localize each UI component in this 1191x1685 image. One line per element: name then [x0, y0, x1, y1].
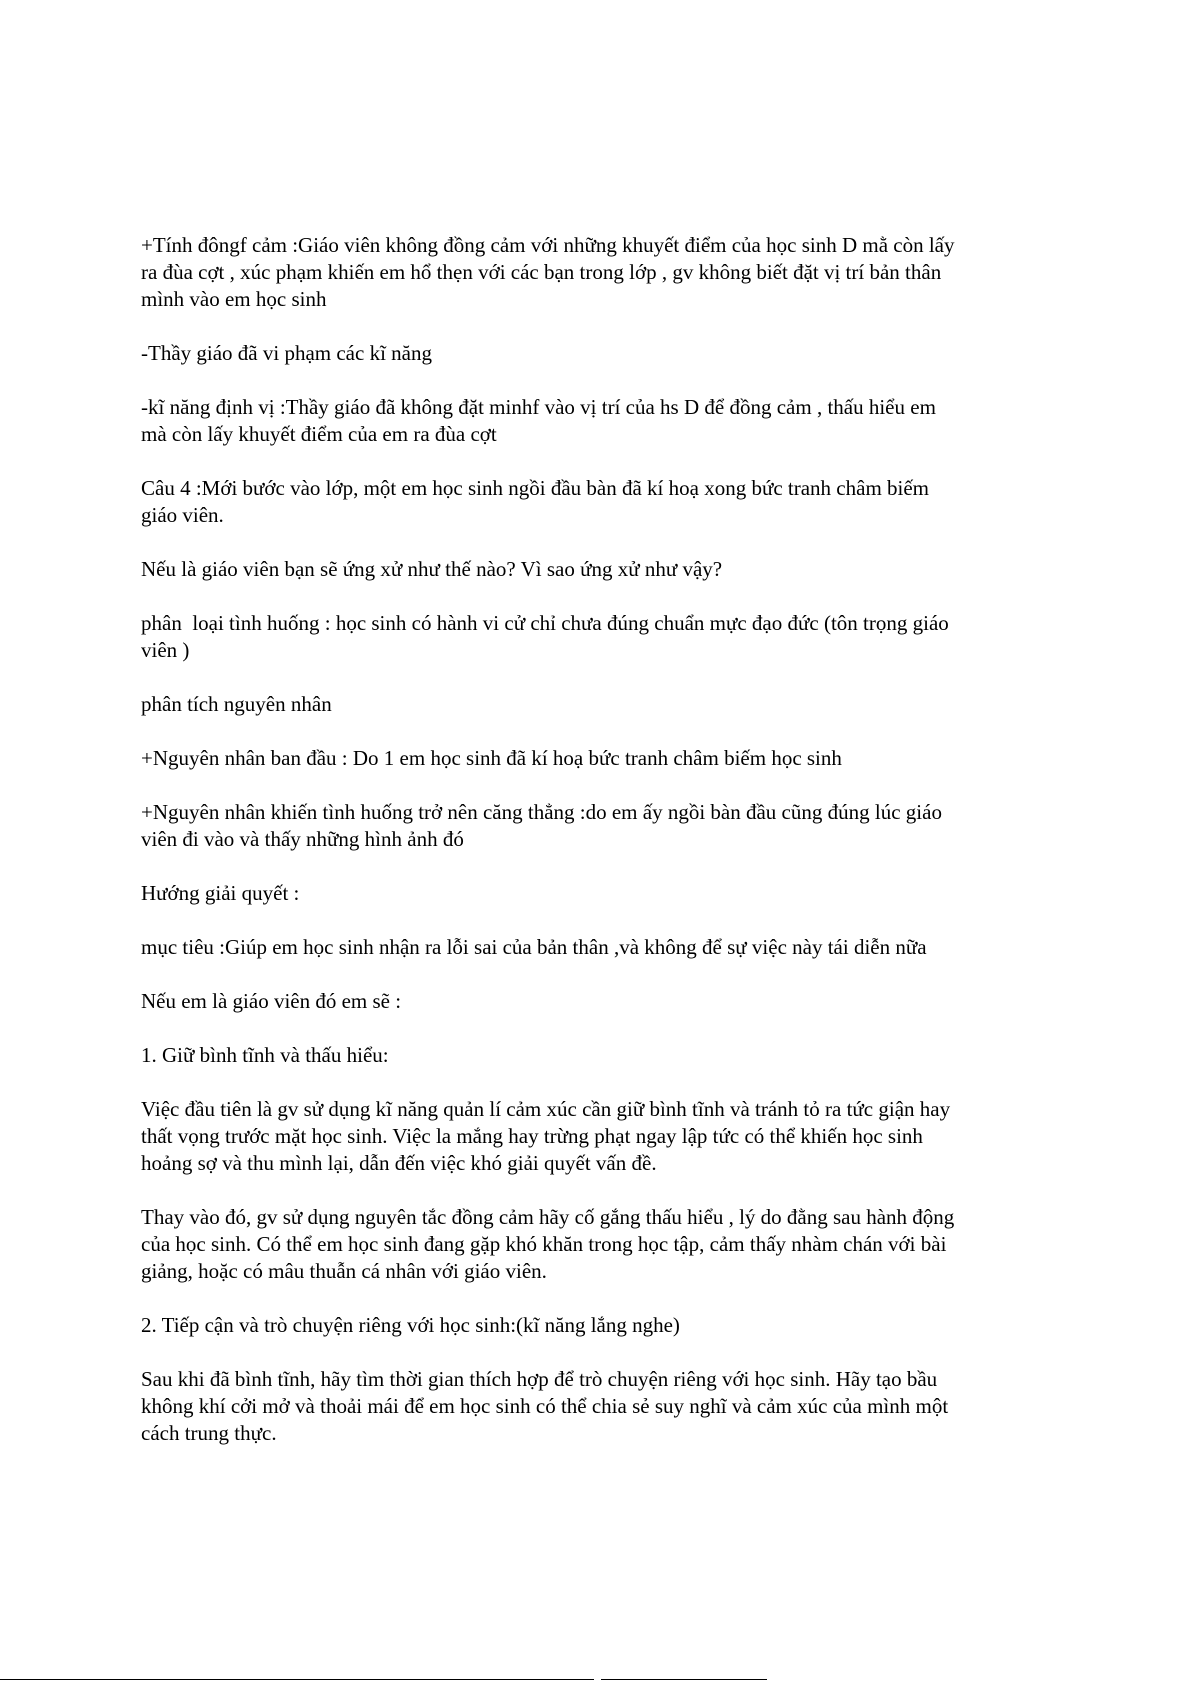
- paragraph-goal: mục tiêu :Giúp em học sinh nhận ra lỗi sai của bản thân ,và không để sự việc này tái diễn nữa: [141, 935, 927, 959]
- paragraph-situation-classification: phân loại tình huống : học sinh có hành vi cử chỉ chưa đúng chuẩn mực đạo đức (tôn trọng giáo viên ): [141, 611, 949, 662]
- footer-rule-segment: [601, 1679, 767, 1680]
- paragraph-step-2-body: Sau khi đã bình tĩnh, hãy tìm thời gian thích hợp để trò chuyện riêng với học sinh. Hãy tạo bầu không khí cởi mở và thoải mái để em học sinh có thể chia sẻ suy nghĩ và cảm xúc của mình một cách trung thực.: [141, 1367, 949, 1445]
- paragraph-step-1-body: Việc đầu tiên là gv sử dụng kĩ năng quản lí cảm xúc cần giữ bình tĩnh và tránh tỏ ra tức giận hay thất vọng trước mặt học sinh. Việc la mắng hay trừng phạt ngay lập tức có thể khiến học sinh hoảng sợ và thu mình lại, dẫn đến việc khó giải quyết vấn đề.: [141, 1097, 951, 1175]
- paragraph-step-1-alternative: Thay vào đó, gv sử dụng nguyên tắc đồng cảm hãy cố gắng thấu hiểu , lý do đằng sau hành động của học sinh. Có thể em học sinh đang gặp khó khăn trong học tập, cảm thấy nhàm chán với bài giảng, hoặc có mâu thuẫn cá nhân với giáo viên.: [141, 1205, 955, 1283]
- paragraph-positioning-skill: -kĩ năng định vị :Thầy giáo đã không đặt minhf vào vị trí của hs D để đồng cảm , thấu hiểu em mà còn lấy khuyết điểm của em ra đùa cợt: [141, 395, 936, 446]
- paragraph-escalating-cause: +Nguyên nhân khiến tình huống trở nên căng thẳng :do em ấy ngồi bàn đầu cũng đúng lúc giáo viên đi vào và thấy những hình ảnh đó: [141, 800, 942, 851]
- paragraph-cause-analysis-heading: phân tích nguyên nhân: [141, 692, 332, 716]
- footer-rule: [0, 1679, 594, 1680]
- paragraph-resolution-heading: Hướng giải quyết :: [141, 881, 300, 905]
- paragraph-empathy-principle: +Tính đôngf cảm :Giáo viên không đồng cảm với những khuyết điểm của học sinh D mằ còn lấy ra đùa cợt , xúc phạm khiến em hổ thẹn với các bạn trong lớp , gv không biết đặt vị trí bản thân mình vào em học sinh: [141, 233, 955, 311]
- document-body: [141, 232, 1053, 1474]
- paragraph-skills-violated: -Thầy giáo đã vi phạm các kĩ năng: [141, 341, 432, 365]
- paragraph-question-prompt: Nếu là giáo viên bạn sẽ ứng xử như thế nào? Vì sao ứng xử như vậy?: [141, 557, 723, 581]
- paragraph-if-teacher: Nếu em là giáo viên đó em sẽ :: [141, 989, 402, 1013]
- paragraph-initial-cause: +Nguyên nhân ban đầu : Do 1 em học sinh đã kí hoạ bức tranh châm biếm học sinh: [141, 746, 842, 770]
- paragraph-step-1-heading: 1. Giữ bình tĩnh và thấu hiểu:: [141, 1043, 389, 1067]
- paragraph-question-4: Câu 4 :Mới bước vào lớp, một em học sinh ngồi đầu bàn đã kí hoạ xong bức tranh châm biếm giáo viên.: [141, 476, 930, 527]
- paragraph-step-2-heading: 2. Tiếp cận và trò chuyện riêng với học sinh:(kĩ năng lắng nghe): [141, 1313, 680, 1337]
